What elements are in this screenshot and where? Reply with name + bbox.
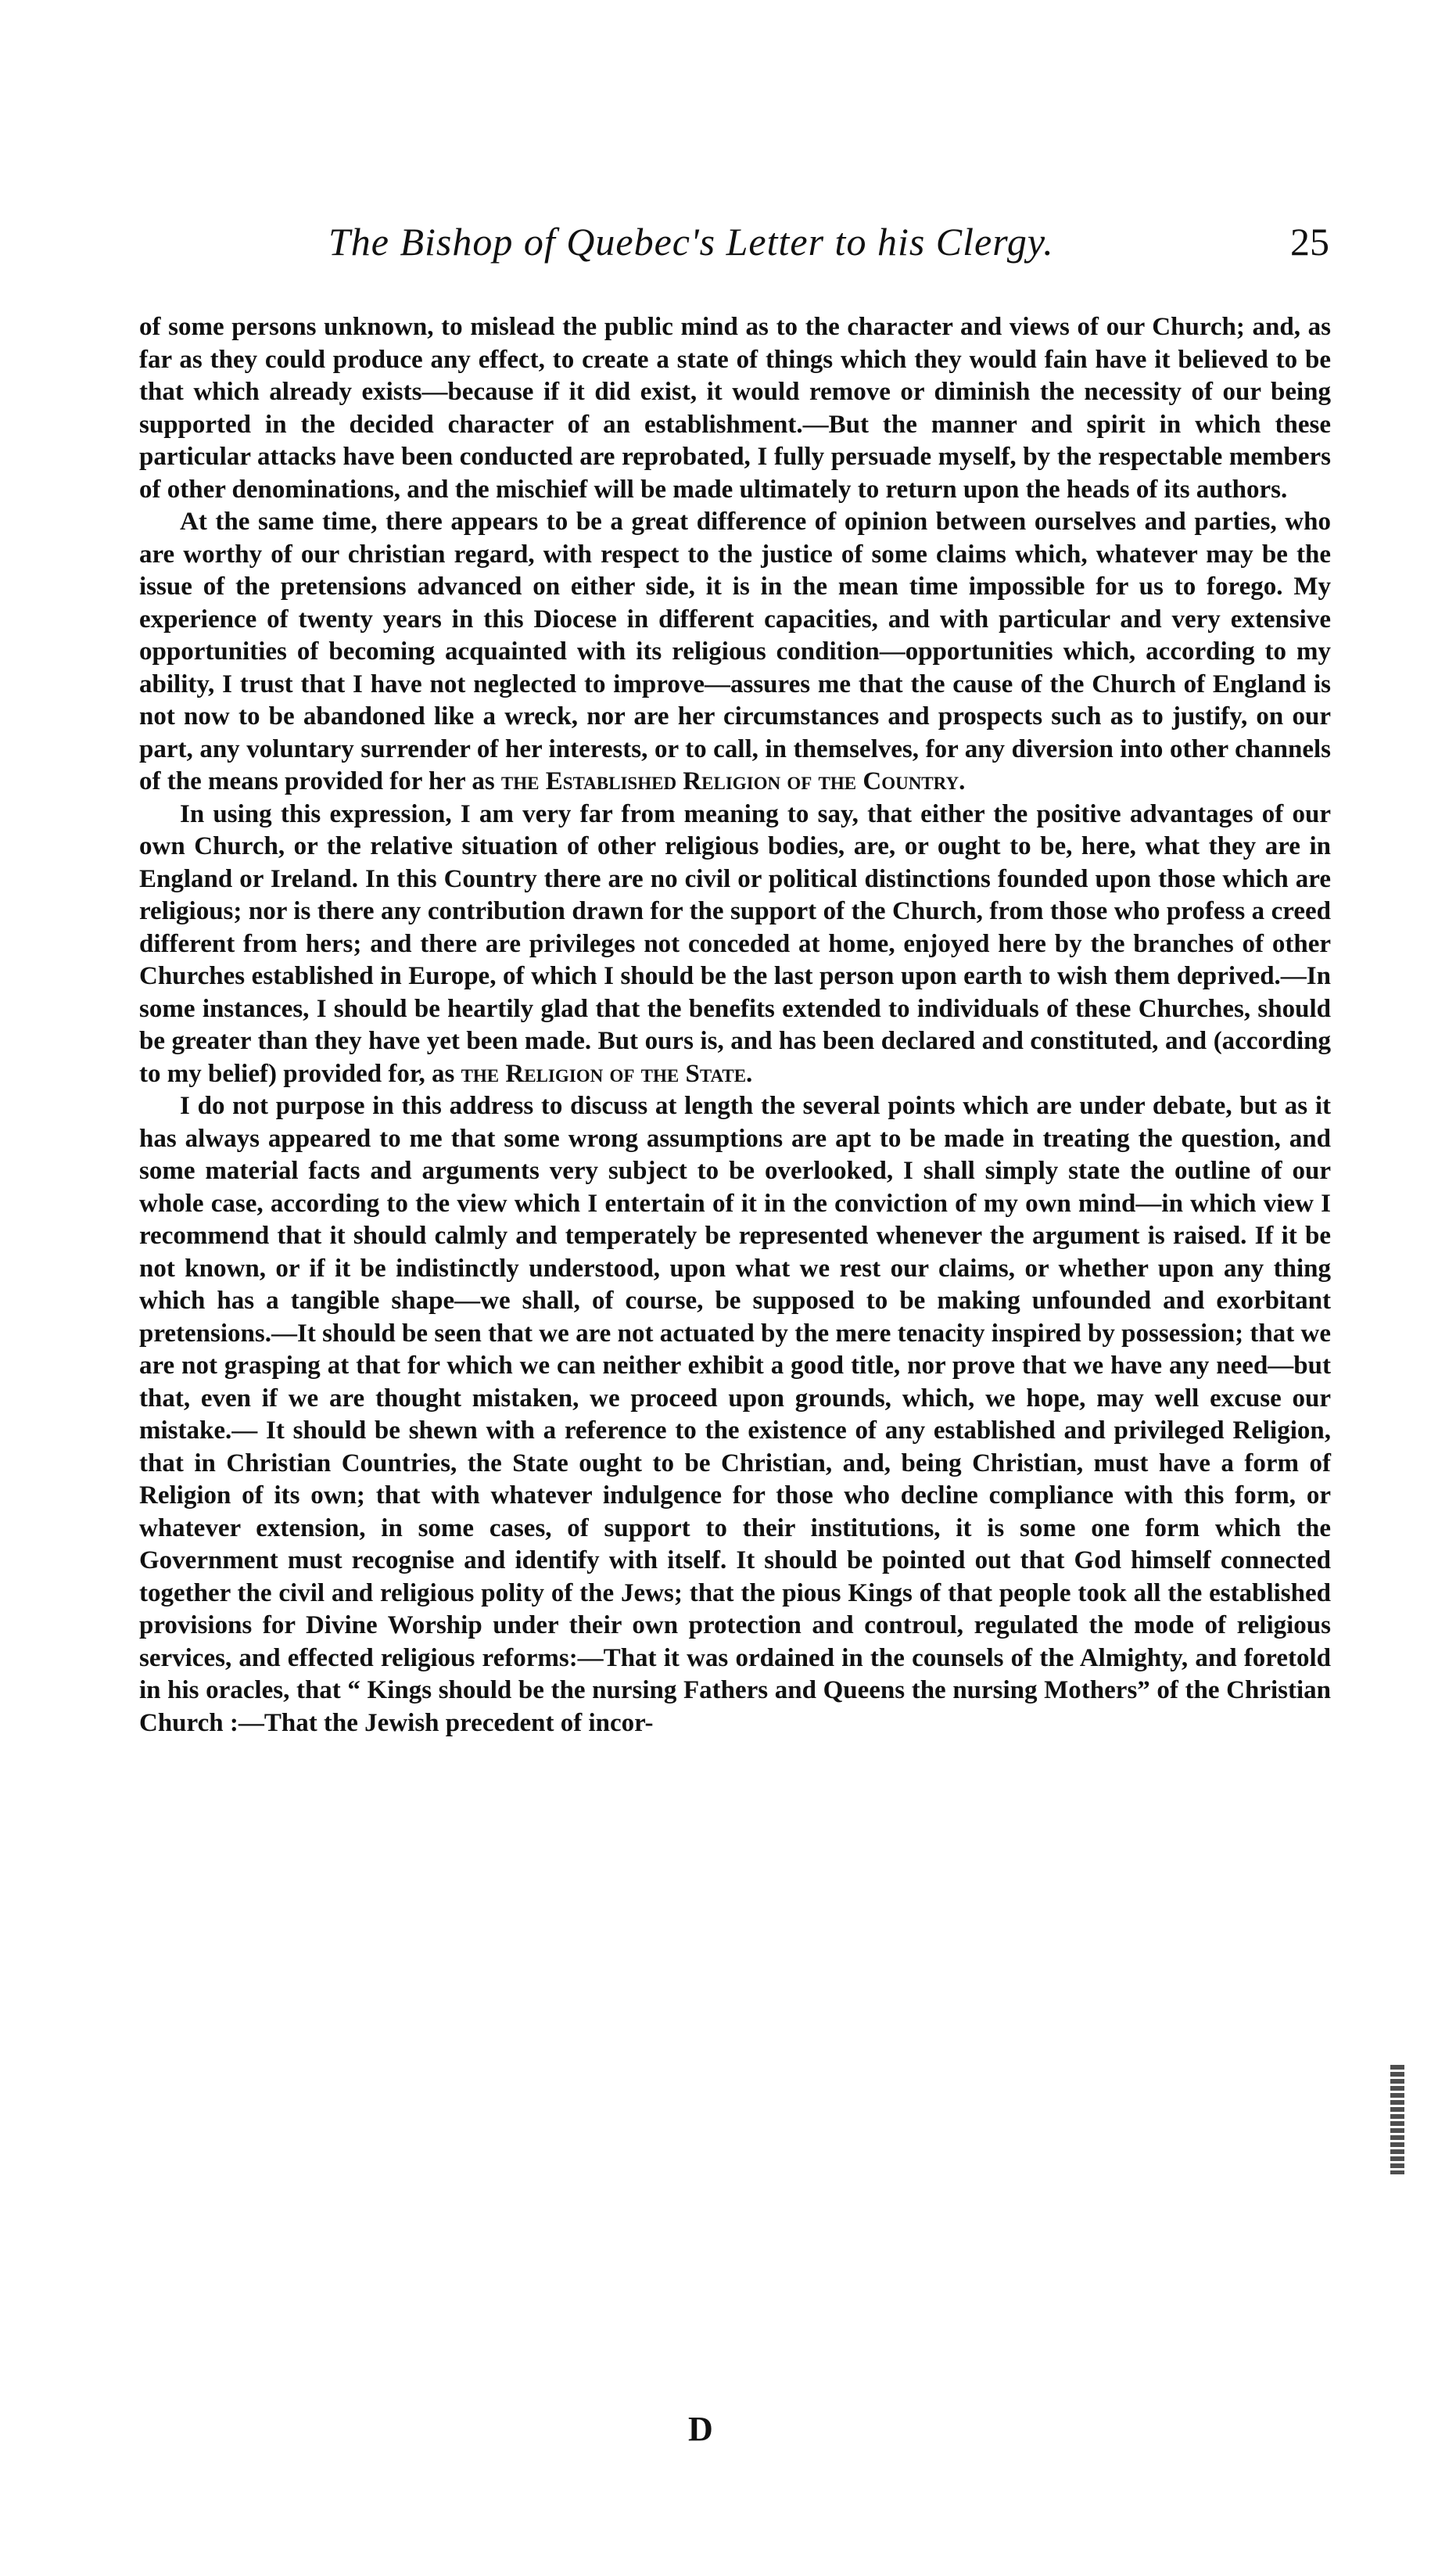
paragraph-2-smallcaps: the Established Religion of the Country. — [500, 767, 966, 795]
paragraph-4: I do not purpose in this address to discuss at length the several points which are under debate, but as it has always appeared to me that some wrong assumptions are apt to be made in treating the question, and some material facts and arguments very subject to be overlooked, I shall simply state the outline of our whole case, according to the view which I entertain of it in the conviction of my own mind—in which view I recommend that it should calmly and temperately be represented whenever the argument is raised. If it be not known, or if it be indistinctly understood, upon what we rest our claims, or whether upon any thing which has a tangible shape—we shall, of course, be supposed to be making unfounded and exorbitant pretensions.—It should be seen that we are not actuated by the mere tenacity inspired by possession; that we are not grasping at that for which we can neither exhibit a good title, nor prove that we have any need—but that, even if we are thought mistaken, we proceed upon grounds, which, we hope, may well excuse our mistake.— It should be shewn with a reference to the existence of any established and privileged Religion, that in Christian Countries, the State ought to be Christian, and, being Christian, must have a form of Religion of its own; that with whatever indulgence for those who decline compliance with this form, or whatever extension, in some cases, of support to their institutions, it is some one form which the Government must recognise and identify with itself. It should be pointed out that God himself connected together the civil and religious polity of the Jews; that the pious Kings of that people took all the established provisions for Divine Worship under their own protection and controul, regulated the mode of religious services, and effected religious reforms:—That it was ordained in the counsels of the Almighty, and foretold in his oracles, that “ Kings should be the nursing Fathers and Queens the nursing Mothers” of the Christian Church :—That the Jewish precedent of incor- — [139, 1092, 1331, 1737]
paragraph-3-smallcaps: the Religion of the State. — [461, 1059, 753, 1088]
running-head — [141, 219, 1329, 274]
running-title: The Bishop of Quebec's Letter to his Clergy. — [328, 220, 1054, 264]
paragraph-2-text: At the same time, there appears to be a great difference of opinion between ourselves and parties, who are worthy of our christian regard, with respect to the justice of some claims which, whatever may be the issue of the pretensions advanced on either side, it is in the mean time impossible for us to forego. My experience of twenty years in this Diocese in different capacities, and with particular and very extensive opportunities of becoming acquainted with its religious condition—opportunities which, according to my ability, I trust that I have not neglected to improve—assures me that the cause of the Church of England is not now to be abandoned like a wreck, nor are her circumstances and prospects such as to justify, on our part, any voluntary surrender of her interests, or to call, in themselves, for any diversion into other channels of the means provided for her as — [139, 508, 1331, 795]
paragraph-1: of some persons unknown, to mislead the public mind as to the character and views of our Church; and, as far as they could produce any effect, to create a state of things which they would fain have it believed to be that which already exists—because if it did exist, it would remove or diminish the necessity of our being supported in the decided character of an establishment.—But the manner and spirit in which these particular attacks have been conducted are reprobated, I fully persuade myself, by the respectable members of other denominations, and the mischief will be made ultimately to return upon the heads of its authors. — [139, 313, 1331, 504]
paragraph-2 — [139, 506, 1331, 799]
body-text — [139, 311, 1331, 1739]
signature-mark: D — [688, 2410, 713, 2448]
paragraph-3-text: In using this expression, I am very far from meaning to say, that either the positive advantages of our own Church, or the relative situation of other religious bodies, are, or ought to be, here, what they are in England or Ireland. In this Country there are no civil or political distinctions founded upon those which are religious; nor is there any contribution drawn for the support of the Church, from those who profess a creed different from hers; and there are privileges not conceded at home, enjoyed here by the branches of other Churches established in Europe, of which I should be the last person upon earth to wish them deprived.—In some instances, I should be heartily glad that the benefits extended to individuals of these Churches, should be greater than they have yet been made. But ours is, and has been declared and constituted, and (according to my belief) provided for, as — [139, 799, 1331, 1088]
paragraph-3 — [139, 799, 1331, 1091]
page-number: 25 — [1290, 220, 1329, 264]
margin-ink-mark — [1390, 2065, 1404, 2174]
